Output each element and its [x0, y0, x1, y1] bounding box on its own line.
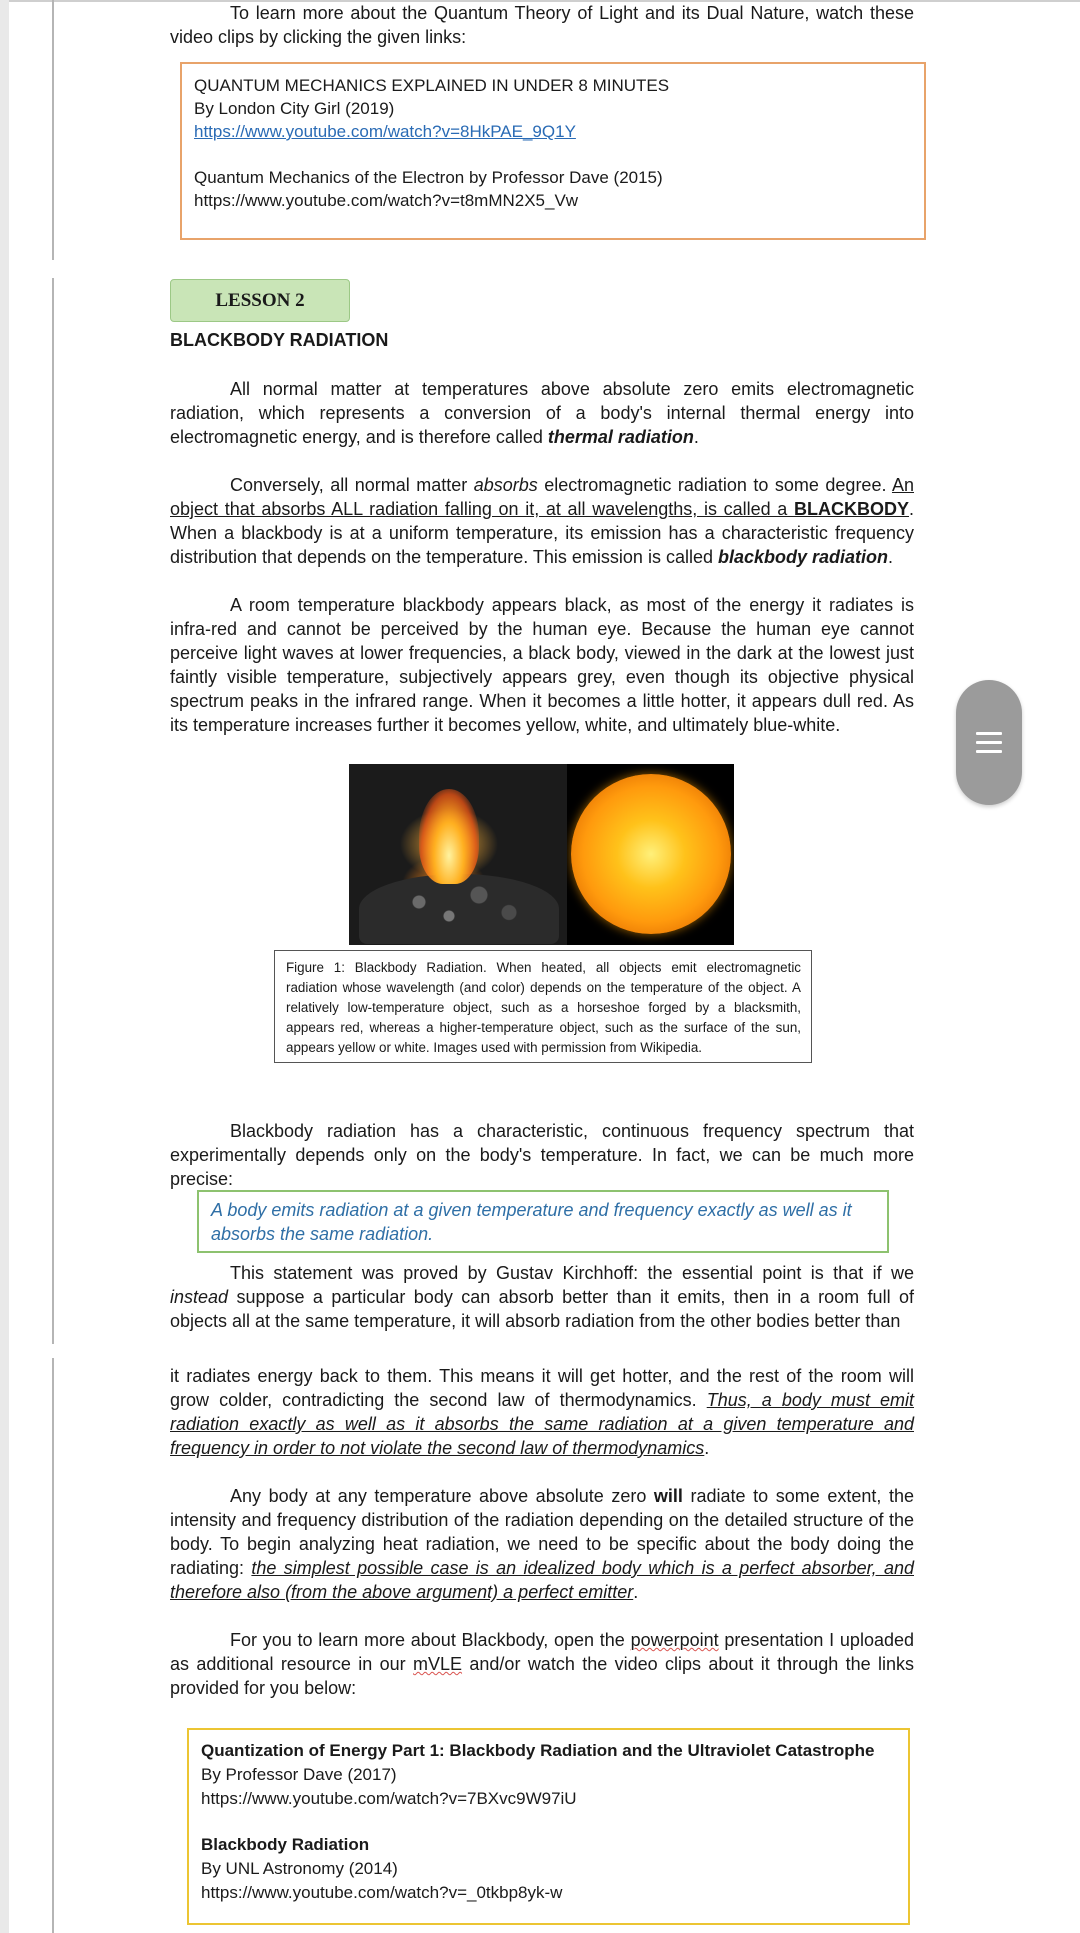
- text-run: the simplest possible case is an idealized body which is a perfect absorber, and therefore also (from the above argument) a perfect emitter: [170, 1558, 914, 1602]
- text-run: For you to learn more about Blackbody, open the: [230, 1630, 631, 1650]
- figure-blackbody-images: [349, 764, 734, 945]
- sun-shape: [571, 774, 731, 934]
- video-links-box-2: [187, 1728, 910, 1925]
- text-run: presentation I uploaded as additional resource in our: [170, 1630, 914, 1674]
- kirchhoff-quote-box: A body emits radiation at a given temperature and frequency exactly as well as it absorbs the same radiation.: [197, 1190, 889, 1253]
- lesson-badge: LESSON 2: [170, 279, 350, 322]
- text-run: powerpoint: [630, 1630, 719, 1650]
- intro-paragraph: To learn more about the Quantum Theory of Light and its Dual Nature, watch these video clips by clicking the given links:: [170, 3, 914, 47]
- coals-shape: [359, 874, 559, 944]
- flame-shape: [419, 789, 479, 884]
- video-byline: By London City Girl (2019): [194, 99, 395, 118]
- video-link[interactable]: https://www.youtube.com/watch?v=_0tkbp8yk-w: [201, 1883, 563, 1902]
- text-run: .: [693, 427, 699, 447]
- text-run: and/or watch the video clips about it through the links provided for you below:: [170, 1654, 914, 1698]
- paragraph-learn-more: [170, 1628, 914, 1700]
- grip-line-icon: [976, 741, 1002, 744]
- text-run: .: [633, 1582, 639, 1602]
- video-byline: By Professor Dave (2017): [201, 1765, 397, 1784]
- video-title: Quantization of Energy Part 1: Blackbody Radiation and the Ultraviolet Catastrophe: [201, 1741, 875, 1760]
- text-run: . When a blackbody is at a uniform temperature, its emission has a characteristic frequency distribution that depends on the temperature. This emission is called: [170, 499, 914, 567]
- video-link[interactable]: https://www.youtube.com/watch?v=7BXvc9W97iU: [201, 1789, 577, 1808]
- left-edge: [0, 0, 9, 1933]
- text-run: BLACKBODY: [793, 499, 909, 519]
- text-run: Conversely, all normal matter: [230, 475, 474, 495]
- text-run: will: [653, 1486, 683, 1506]
- text-run: blackbody radiation: [717, 547, 889, 567]
- text-run: mVLE: [413, 1654, 463, 1674]
- video-link[interactable]: https://www.youtube.com/watch?v=t8mMN2X5_Vw: [194, 191, 579, 210]
- video-title: Blackbody Radiation: [201, 1835, 370, 1854]
- video-link[interactable]: https://www.youtube.com/watch?v=8HkPAE_9Q1Y: [194, 122, 576, 141]
- paragraph-spectrum: Blackbody radiation has a characteristic, continuous frequency spectrum that experimentally depends only on the body's temperature. In fact, we can be much more precise:: [170, 1121, 914, 1189]
- video-links-box-1: [180, 62, 926, 240]
- forge-image: [349, 764, 567, 945]
- video-byline: By UNL Astronomy (2014): [201, 1859, 398, 1878]
- text-run: Thus, a body must emit radiation exactly as well as it absorbs the same radiation at a given temperature and frequency in order to not violate the second law of thermodynamics: [170, 1390, 915, 1458]
- paragraph-perfect-emitter: [170, 1484, 914, 1604]
- paragraph-kirchhoff: [170, 1261, 914, 1333]
- text-run: An object that absorbs ALL radiation falling on it, at all wavelengths, is called a: [170, 475, 914, 519]
- grip-line-icon: [976, 732, 1002, 735]
- text-run: .: [888, 547, 894, 567]
- margin-marker: [52, 278, 54, 1344]
- paragraph-second-law: [170, 1364, 914, 1460]
- scroll-handle[interactable]: [956, 680, 1022, 805]
- paragraph-room-temperature: A room temperature blackbody appears black, as most of the energy it radiates is infra-red and cannot be perceived by the human eye. Because the human eye cannot perceive light waves at lower frequencies, a black body, viewed in the dark at the lowest just faintly visible temperature, subjectively appears grey, even though its objective physical spectrum peaks in the infrared range. When it becomes a little hotter, it appears dull red. As its temperature increases further it becomes yellow, white, and ultimately blue-white.: [170, 595, 914, 735]
- margin-marker: [52, 1358, 54, 1933]
- sun-image: [567, 764, 734, 945]
- text-run: suppose a particular body can absorb better than it emits, then in a room full of objects all at the same temperature, it will absorb radiation from the other bodies better than: [170, 1287, 914, 1331]
- video-title: Quantum Mechanics of the Electron by Professor Dave (2015): [194, 168, 663, 187]
- text-run: All normal matter at temperatures above absolute zero emits electromagnetic radiation, which represents a conversion of a body's internal thermal energy into electromagnetic energy, and is therefore called: [170, 379, 914, 447]
- paragraph-blackbody-definition: [170, 473, 914, 569]
- paragraph-thermal-radiation: [170, 377, 914, 449]
- text-run: thermal radiation: [547, 427, 694, 447]
- text-run: Any body at any temperature above absolute zero: [230, 1486, 654, 1506]
- text-run: electromagnetic radiation to some degree.: [537, 475, 892, 495]
- text-run: This statement was proved by Gustav Kirchhoff: the essential point is that if we: [230, 1263, 914, 1283]
- text-run: absorbs: [473, 475, 538, 495]
- text-run: it radiates energy back to them. This means it will get hotter, and the rest of the room will grow colder, contradicting the second law of thermodynamics.: [170, 1366, 914, 1410]
- text-run: radiate to some extent, the intensity and frequency distribution of the radiation depending on the detailed structure of the body. To begin analyzing heat radiation, we need to be specific about the body doing the radiating:: [170, 1486, 914, 1578]
- text-run: instead: [170, 1287, 229, 1307]
- text-run: .: [704, 1438, 710, 1458]
- section-title: BLACKBODY RADIATION: [170, 330, 389, 350]
- figure-caption: Figure 1: Blackbody Radiation. When heated, all objects emit electromagnetic radiation whose wavelength (and color) depends on the temperature of the object. A relatively low-temperature object, such as a horseshoe forged by a blacksmith, appears red, whereas a higher-temperature object, such as the surface of the sun, appears yellow or white. Images used with permission from Wikipedia.: [274, 950, 812, 1063]
- margin-marker: [52, 0, 54, 260]
- grip-line-icon: [976, 750, 1002, 753]
- video-title: QUANTUM MECHANICS EXPLAINED IN UNDER 8 MINUTES: [194, 76, 670, 95]
